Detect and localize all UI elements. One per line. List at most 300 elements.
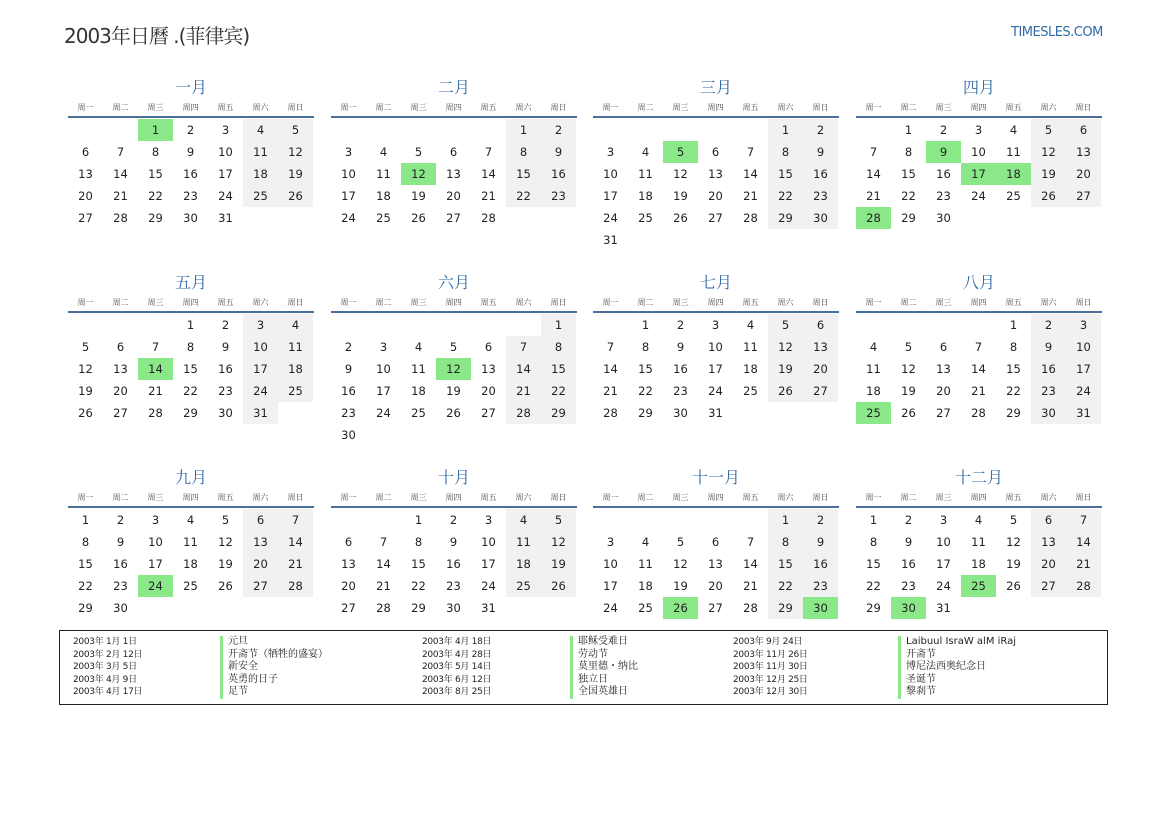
month-divider bbox=[593, 311, 839, 313]
day-cell: 1 bbox=[869, 513, 878, 527]
day-cell: 20 bbox=[803, 358, 838, 380]
day-cell: 27 bbox=[481, 406, 496, 420]
day-cell: 29 bbox=[866, 601, 881, 615]
day-cell: 2 bbox=[221, 318, 230, 332]
day-cell: 26 bbox=[218, 579, 233, 593]
day-cell: 3 bbox=[344, 145, 353, 159]
day-cell: 26 bbox=[1006, 579, 1021, 593]
weekday-header: 周六 bbox=[252, 493, 269, 502]
day-cell: 16 bbox=[803, 163, 838, 185]
day-cell: 9 bbox=[344, 362, 353, 376]
day-cell: 3 bbox=[939, 513, 948, 527]
holiday-day-cell: 12 bbox=[436, 358, 471, 380]
day-cell: 14 bbox=[603, 362, 618, 376]
day-cell: 11 bbox=[1006, 145, 1021, 159]
day-cell: 15 bbox=[541, 358, 576, 380]
day-cell: 13 bbox=[446, 167, 461, 181]
month-3 bbox=[593, 75, 839, 251]
holiday-date: 2003年 11月 30日 bbox=[733, 662, 808, 672]
day-cell: 19 bbox=[673, 189, 688, 203]
holiday-date: 2003年 9月 24日 bbox=[733, 637, 803, 647]
weekday-header: 周五 bbox=[742, 493, 759, 502]
weekday-header: 周二 bbox=[637, 103, 654, 112]
weekday-header: 周日 bbox=[812, 103, 829, 112]
day-cell: 21 bbox=[506, 380, 541, 402]
day-cell: 2 bbox=[803, 509, 838, 531]
month-8 bbox=[856, 270, 1102, 446]
weekday-header: 周六 bbox=[1040, 298, 1057, 307]
month-divider bbox=[856, 116, 1102, 118]
holiday-name: 独立日 bbox=[570, 674, 608, 687]
weekday-header: 周三 bbox=[935, 298, 952, 307]
day-cell: 20 bbox=[341, 579, 356, 593]
day-cell: 17 bbox=[936, 557, 951, 571]
day-cell: 8 bbox=[186, 340, 195, 354]
holiday-day-cell: 5 bbox=[663, 141, 698, 163]
holiday-name: 耶稣受难日 bbox=[570, 636, 628, 649]
day-cell: 16 bbox=[673, 362, 688, 376]
day-cell: 28 bbox=[1066, 575, 1101, 597]
weekday-header: 周日 bbox=[550, 493, 567, 502]
day-cell: 12 bbox=[78, 362, 93, 376]
day-cell: 13 bbox=[1031, 531, 1066, 553]
weekday-header: 周一 bbox=[602, 493, 619, 502]
weekday-header: 周三 bbox=[672, 298, 689, 307]
day-cell: 7 bbox=[606, 340, 615, 354]
day-cell: 31 bbox=[481, 601, 496, 615]
day-cell: 11 bbox=[743, 340, 758, 354]
day-cell: 23 bbox=[803, 575, 838, 597]
holiday-date: 2003年 5月 14日 bbox=[422, 662, 492, 672]
weekday-header: 周三 bbox=[410, 493, 427, 502]
day-cell: 8 bbox=[869, 535, 878, 549]
day-cell: 28 bbox=[278, 575, 313, 597]
day-cell: 3 bbox=[484, 513, 493, 527]
day-cell: 23 bbox=[113, 579, 128, 593]
day-cell: 18 bbox=[376, 189, 391, 203]
month-name: 八月 bbox=[962, 273, 995, 292]
day-cell: 2 bbox=[116, 513, 125, 527]
day-cell: 5 bbox=[221, 513, 230, 527]
day-cell: 8 bbox=[768, 141, 803, 163]
day-cell: 7 bbox=[116, 145, 125, 159]
holiday-date: 2003年 4月 9日 bbox=[73, 674, 137, 685]
weekday-header: 周四 bbox=[707, 103, 724, 112]
day-cell: 11 bbox=[411, 362, 426, 376]
day-cell: 4 bbox=[641, 535, 650, 549]
day-cell: 23 bbox=[1031, 380, 1066, 402]
day-cell: 8 bbox=[81, 535, 90, 549]
day-cell: 8 bbox=[151, 145, 160, 159]
day-cell: 7 bbox=[746, 145, 755, 159]
day-cell: 1 bbox=[506, 119, 541, 141]
day-cell: 12 bbox=[541, 531, 576, 553]
day-cell: 15 bbox=[78, 557, 93, 571]
day-cell: 7 bbox=[506, 336, 541, 358]
day-cell: 3 bbox=[1066, 314, 1101, 336]
day-cell: 16 bbox=[1031, 358, 1066, 380]
day-cell: 20 bbox=[481, 384, 496, 398]
holiday-name: Laibuul IsraW alM iRaj bbox=[898, 636, 1016, 649]
holiday-day-cell: 17 bbox=[961, 163, 996, 185]
day-cell: 2 bbox=[939, 123, 948, 137]
day-cell: 29 bbox=[411, 601, 426, 615]
day-cell: 23 bbox=[446, 579, 461, 593]
day-cell: 23 bbox=[218, 384, 233, 398]
day-cell: 24 bbox=[341, 211, 356, 225]
day-cell: 18 bbox=[971, 557, 986, 571]
day-cell: 26 bbox=[78, 406, 93, 420]
day-cell: 5 bbox=[278, 119, 313, 141]
weekday-header: 周三 bbox=[410, 103, 427, 112]
day-cell: 9 bbox=[803, 531, 838, 553]
day-cell: 14 bbox=[481, 167, 496, 181]
weekday-header: 周一 bbox=[77, 493, 94, 502]
day-cell: 4 bbox=[186, 513, 195, 527]
weekday-header: 周五 bbox=[480, 103, 497, 112]
weekday-header: 周六 bbox=[1040, 103, 1057, 112]
weekday-header: 周三 bbox=[147, 493, 164, 502]
day-cell: 19 bbox=[768, 358, 803, 380]
day-cell: 23 bbox=[803, 185, 838, 207]
holiday-day-cell: 25 bbox=[856, 402, 891, 424]
day-cell: 27 bbox=[341, 601, 356, 615]
day-cell: 22 bbox=[183, 384, 198, 398]
weekday-header: 周一 bbox=[340, 103, 357, 112]
month-divider bbox=[68, 506, 314, 508]
month-name: 一月 bbox=[174, 78, 207, 97]
weekday-header: 周三 bbox=[935, 103, 952, 112]
holiday-date: 2003年 2月 12日 bbox=[73, 649, 143, 660]
day-cell: 14 bbox=[278, 531, 313, 553]
day-cell: 9 bbox=[449, 535, 458, 549]
day-cell: 17 bbox=[603, 579, 618, 593]
day-cell: 6 bbox=[484, 340, 493, 354]
weekday-header: 周二 bbox=[375, 493, 392, 502]
weekday-header: 周日 bbox=[812, 493, 829, 502]
weekday-header: 周二 bbox=[900, 103, 917, 112]
day-cell: 6 bbox=[1066, 119, 1101, 141]
day-cell: 20 bbox=[1031, 553, 1066, 575]
holiday-day-cell: 30 bbox=[803, 597, 838, 619]
day-cell: 17 bbox=[603, 189, 618, 203]
weekday-header: 周五 bbox=[217, 298, 234, 307]
day-cell: 11 bbox=[971, 535, 986, 549]
weekday-header: 周五 bbox=[742, 103, 759, 112]
day-cell: 15 bbox=[506, 163, 541, 185]
day-cell: 15 bbox=[768, 163, 803, 185]
day-cell: 2 bbox=[676, 318, 685, 332]
day-cell: 16 bbox=[183, 167, 198, 181]
month-5 bbox=[68, 270, 314, 446]
holiday-date: 2003年 4月 18日 bbox=[422, 637, 492, 647]
weekday-header: 周六 bbox=[515, 493, 532, 502]
day-cell: 14 bbox=[376, 557, 391, 571]
day-cell: 3 bbox=[221, 123, 230, 137]
holiday-day-cell: 26 bbox=[663, 597, 698, 619]
day-cell: 19 bbox=[278, 163, 313, 185]
day-cell: 11 bbox=[638, 167, 653, 181]
day-cell: 4 bbox=[414, 340, 423, 354]
day-cell: 26 bbox=[1031, 185, 1066, 207]
month-12 bbox=[856, 465, 1102, 641]
day-cell: 13 bbox=[936, 362, 951, 376]
month-name: 六月 bbox=[437, 273, 470, 292]
day-cell: 4 bbox=[278, 314, 313, 336]
month-name: 十一月 bbox=[691, 468, 740, 487]
day-cell: 11 bbox=[506, 531, 541, 553]
weekday-header: 周六 bbox=[777, 493, 794, 502]
weekday-header: 周五 bbox=[1005, 103, 1022, 112]
day-cell: 3 bbox=[606, 535, 615, 549]
day-cell: 7 bbox=[379, 535, 388, 549]
holiday-name: 黎刹节 bbox=[898, 686, 936, 699]
day-cell: 10 bbox=[971, 145, 986, 159]
day-cell: 14 bbox=[113, 167, 128, 181]
day-cell: 19 bbox=[446, 384, 461, 398]
day-cell: 18 bbox=[243, 163, 278, 185]
day-cell: 23 bbox=[541, 185, 576, 207]
day-cell: 31 bbox=[243, 402, 278, 424]
holiday-day-cell: 12 bbox=[401, 163, 436, 185]
day-cell: 21 bbox=[971, 384, 986, 398]
weekday-header: 周一 bbox=[865, 298, 882, 307]
day-cell: 2 bbox=[449, 513, 458, 527]
day-cell: 18 bbox=[638, 579, 653, 593]
day-cell: 3 bbox=[974, 123, 983, 137]
month-divider bbox=[68, 116, 314, 118]
month-divider bbox=[856, 311, 1102, 313]
day-cell: 28 bbox=[376, 601, 391, 615]
day-cell: 19 bbox=[218, 557, 233, 571]
day-cell: 21 bbox=[376, 579, 391, 593]
day-cell: 5 bbox=[81, 340, 90, 354]
day-cell: 10 bbox=[243, 336, 278, 358]
day-cell: 21 bbox=[1066, 553, 1101, 575]
day-cell: 4 bbox=[746, 318, 755, 332]
weekday-header: 周一 bbox=[340, 493, 357, 502]
day-cell: 6 bbox=[116, 340, 125, 354]
weekday-header: 周五 bbox=[217, 103, 234, 112]
day-cell: 3 bbox=[151, 513, 160, 527]
day-cell: 11 bbox=[243, 141, 278, 163]
day-cell: 11 bbox=[278, 336, 313, 358]
day-cell: 29 bbox=[148, 211, 163, 225]
day-cell: 31 bbox=[603, 233, 618, 247]
day-cell: 15 bbox=[866, 557, 881, 571]
day-cell: 21 bbox=[148, 384, 163, 398]
day-cell: 16 bbox=[803, 553, 838, 575]
day-cell: 7 bbox=[484, 145, 493, 159]
day-cell: 11 bbox=[866, 362, 881, 376]
day-cell: 10 bbox=[376, 362, 391, 376]
day-cell: 31 bbox=[1066, 402, 1101, 424]
weekday-header: 周四 bbox=[445, 103, 462, 112]
day-cell: 1 bbox=[414, 513, 423, 527]
month-name: 七月 bbox=[699, 273, 732, 292]
weekday-header: 周五 bbox=[217, 493, 234, 502]
day-cell: 26 bbox=[673, 211, 688, 225]
holiday-name: 莫里德・纳比 bbox=[570, 661, 638, 674]
month-11 bbox=[593, 465, 839, 641]
day-cell: 27 bbox=[243, 575, 278, 597]
weekday-header: 周日 bbox=[1075, 298, 1092, 307]
day-cell: 19 bbox=[78, 384, 93, 398]
month-name: 十二月 bbox=[954, 468, 1003, 487]
day-cell: 28 bbox=[603, 406, 618, 420]
day-cell: 10 bbox=[148, 535, 163, 549]
day-cell: 14 bbox=[743, 167, 758, 181]
site-link[interactable]: TIMESLES.COM bbox=[1011, 25, 1103, 40]
day-cell: 30 bbox=[446, 601, 461, 615]
weekday-header: 周一 bbox=[340, 298, 357, 307]
day-cell: 18 bbox=[743, 362, 758, 376]
month-divider bbox=[68, 311, 314, 313]
month-4 bbox=[856, 75, 1102, 251]
day-cell: 28 bbox=[506, 402, 541, 424]
day-cell: 17 bbox=[376, 384, 391, 398]
day-cell: 26 bbox=[768, 380, 803, 402]
day-cell: 27 bbox=[936, 406, 951, 420]
day-cell: 24 bbox=[218, 189, 233, 203]
day-cell: 20 bbox=[243, 553, 278, 575]
day-cell: 10 bbox=[708, 340, 723, 354]
weekday-header: 周四 bbox=[182, 298, 199, 307]
day-cell: 12 bbox=[673, 167, 688, 181]
day-cell: 12 bbox=[1031, 141, 1066, 163]
weekday-header: 周二 bbox=[900, 493, 917, 502]
month-1 bbox=[68, 75, 314, 251]
day-cell: 4 bbox=[379, 145, 388, 159]
day-cell: 6 bbox=[243, 509, 278, 531]
weekday-header: 周六 bbox=[515, 298, 532, 307]
weekday-header: 周日 bbox=[1075, 493, 1092, 502]
day-cell: 20 bbox=[446, 189, 461, 203]
holiday-date: 2003年 12月 30日 bbox=[733, 687, 808, 697]
day-cell: 29 bbox=[183, 406, 198, 420]
day-cell: 25 bbox=[411, 406, 426, 420]
day-cell: 9 bbox=[186, 145, 195, 159]
holiday-day-cell: 30 bbox=[891, 597, 926, 619]
day-cell: 14 bbox=[971, 362, 986, 376]
day-cell: 13 bbox=[113, 362, 128, 376]
day-cell: 5 bbox=[904, 340, 913, 354]
day-cell: 6 bbox=[711, 535, 720, 549]
weekday-header: 周日 bbox=[550, 298, 567, 307]
day-cell: 10 bbox=[481, 535, 496, 549]
weekday-header: 周六 bbox=[777, 298, 794, 307]
day-cell: 8 bbox=[768, 531, 803, 553]
day-cell: 8 bbox=[904, 145, 913, 159]
day-cell: 14 bbox=[743, 557, 758, 571]
holiday-day-cell: 28 bbox=[856, 207, 891, 229]
day-cell: 24 bbox=[603, 211, 618, 225]
day-cell: 12 bbox=[673, 557, 688, 571]
holiday-name: 全国英雄日 bbox=[570, 686, 628, 699]
day-cell: 1 bbox=[1009, 318, 1018, 332]
day-cell: 24 bbox=[481, 579, 496, 593]
holiday-name: 足节 bbox=[220, 686, 248, 699]
day-cell: 24 bbox=[1066, 380, 1101, 402]
day-cell: 19 bbox=[411, 189, 426, 203]
weekday-header: 周四 bbox=[970, 493, 987, 502]
day-cell: 7 bbox=[974, 340, 983, 354]
day-cell: 6 bbox=[711, 145, 720, 159]
day-cell: 13 bbox=[481, 362, 496, 376]
day-cell: 23 bbox=[901, 579, 916, 593]
weekday-header: 周三 bbox=[410, 298, 427, 307]
day-cell: 7 bbox=[869, 145, 878, 159]
weekday-header: 周二 bbox=[112, 298, 129, 307]
day-cell: 30 bbox=[1031, 402, 1066, 424]
holiday-date: 2003年 3月 5日 bbox=[73, 662, 137, 672]
day-cell: 9 bbox=[676, 340, 685, 354]
day-cell: 20 bbox=[78, 189, 93, 203]
weekday-header: 周四 bbox=[445, 298, 462, 307]
day-cell: 30 bbox=[673, 406, 688, 420]
day-cell: 1 bbox=[904, 123, 913, 137]
day-cell: 16 bbox=[113, 557, 128, 571]
month-name: 四月 bbox=[962, 78, 995, 97]
day-cell: 20 bbox=[936, 384, 951, 398]
day-cell: 31 bbox=[708, 406, 723, 420]
day-cell: 13 bbox=[803, 336, 838, 358]
day-cell: 10 bbox=[341, 167, 356, 181]
day-cell: 22 bbox=[866, 579, 881, 593]
weekday-header: 周一 bbox=[77, 298, 94, 307]
weekday-header: 周二 bbox=[637, 298, 654, 307]
holiday-date: 2003年 4月 28日 bbox=[422, 649, 492, 660]
day-cell: 4 bbox=[641, 145, 650, 159]
weekday-header: 周四 bbox=[970, 298, 987, 307]
weekday-header: 周二 bbox=[637, 493, 654, 502]
day-cell: 7 bbox=[746, 535, 755, 549]
day-cell: 29 bbox=[1006, 406, 1021, 420]
day-cell: 18 bbox=[866, 384, 881, 398]
weekday-header: 周二 bbox=[375, 103, 392, 112]
day-cell: 25 bbox=[506, 575, 541, 597]
day-cell: 5 bbox=[1009, 513, 1018, 527]
day-cell: 16 bbox=[341, 384, 356, 398]
day-cell: 15 bbox=[638, 362, 653, 376]
month-divider bbox=[593, 116, 839, 118]
day-cell: 16 bbox=[936, 167, 951, 181]
day-cell: 14 bbox=[506, 358, 541, 380]
day-cell: 16 bbox=[218, 362, 233, 376]
weekday-header: 周日 bbox=[287, 493, 304, 502]
day-cell: 28 bbox=[743, 211, 758, 225]
day-cell: 8 bbox=[641, 340, 650, 354]
day-cell: 25 bbox=[743, 384, 758, 398]
day-cell: 22 bbox=[768, 575, 803, 597]
day-cell: 15 bbox=[901, 167, 916, 181]
day-cell: 27 bbox=[1031, 575, 1066, 597]
day-cell: 5 bbox=[676, 535, 685, 549]
weekday-header: 周五 bbox=[1005, 493, 1022, 502]
day-cell: 8 bbox=[506, 141, 541, 163]
month-name: 九月 bbox=[174, 468, 207, 487]
day-cell: 22 bbox=[1006, 384, 1021, 398]
day-cell: 11 bbox=[183, 535, 198, 549]
holiday-name: 新安全 bbox=[220, 661, 258, 674]
day-cell: 28 bbox=[148, 406, 163, 420]
day-cell: 27 bbox=[78, 211, 93, 225]
day-cell: 3 bbox=[243, 314, 278, 336]
day-cell: 5 bbox=[768, 314, 803, 336]
day-cell: 3 bbox=[606, 145, 615, 159]
weekday-header: 周四 bbox=[445, 493, 462, 502]
holiday-day-cell: 14 bbox=[138, 358, 173, 380]
